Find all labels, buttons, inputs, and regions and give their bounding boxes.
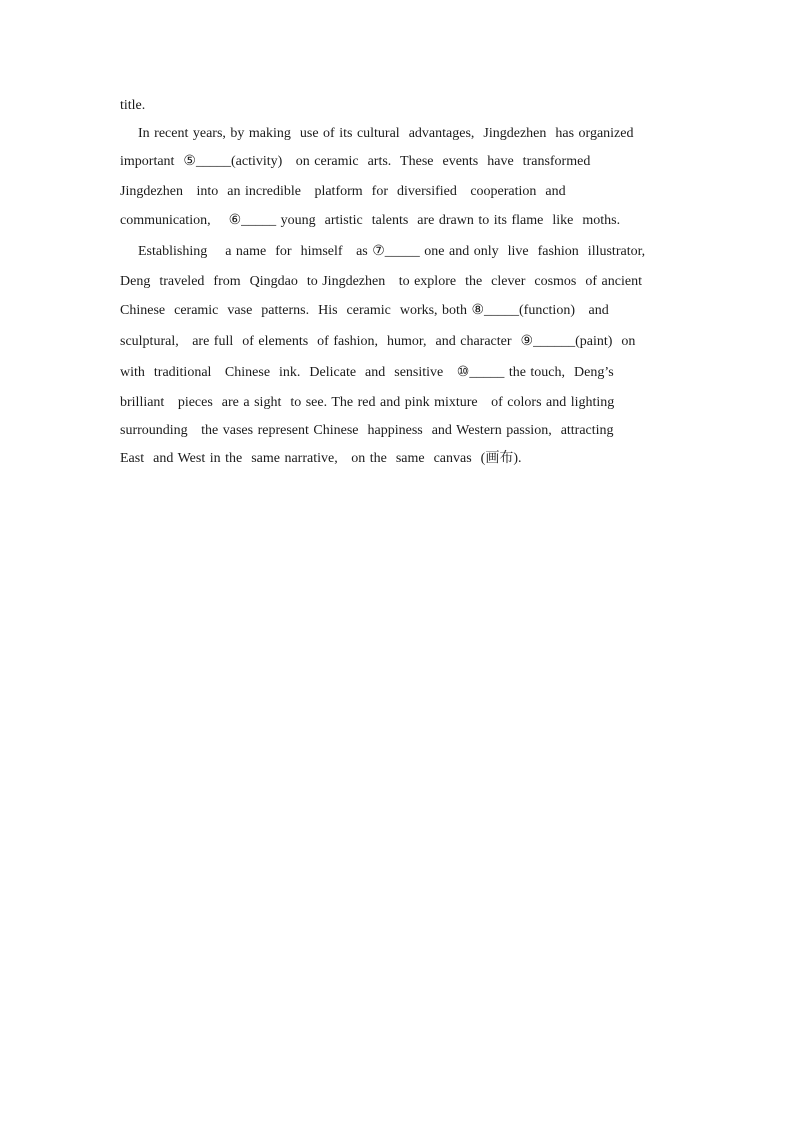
text-line-10: with traditional Chinese ink. Delicate and sensitive ⑩_____ the touch, Deng’s [120, 365, 614, 380]
text-line-6: Establishing a name for himself as ⑦_____ one and only live fashion illustrator, [120, 244, 646, 259]
text-line-2: In recent years, by making use of its cultural advantages, Jingdezhen has organized [120, 126, 634, 141]
text-line-11: brilliant pieces are a sight to see. The red and pink mixture of colors and lighting [120, 395, 615, 410]
text-line-7: Deng traveled from Qingdao to Jingdezhen to explore the clever cosmos of ancient [120, 274, 642, 289]
text-line-1: title. [120, 98, 146, 113]
text-line-8: Chinese ceramic vase patterns. His ceramic works, both ⑧_____(function) and [120, 303, 609, 318]
text-line-4: Jingdezhen into an incredible platform for diversified cooperation and [120, 184, 566, 199]
text-line-12: surrounding the vases represent Chinese happiness and Western passion, attracting [120, 423, 614, 438]
text-line-3: important ⑤_____(activity) on ceramic arts. These events have transformed [120, 154, 591, 169]
text-line-5: communication, ⑥_____ young artistic talents are drawn to its flame like moths. [120, 213, 621, 228]
text-line-13: East and West in the same narrative, on the same canvas (画布). [120, 451, 522, 466]
text-line-9: sculptural, are full of elements of fashion, humor, and character ⑨______(paint) on [120, 334, 636, 349]
